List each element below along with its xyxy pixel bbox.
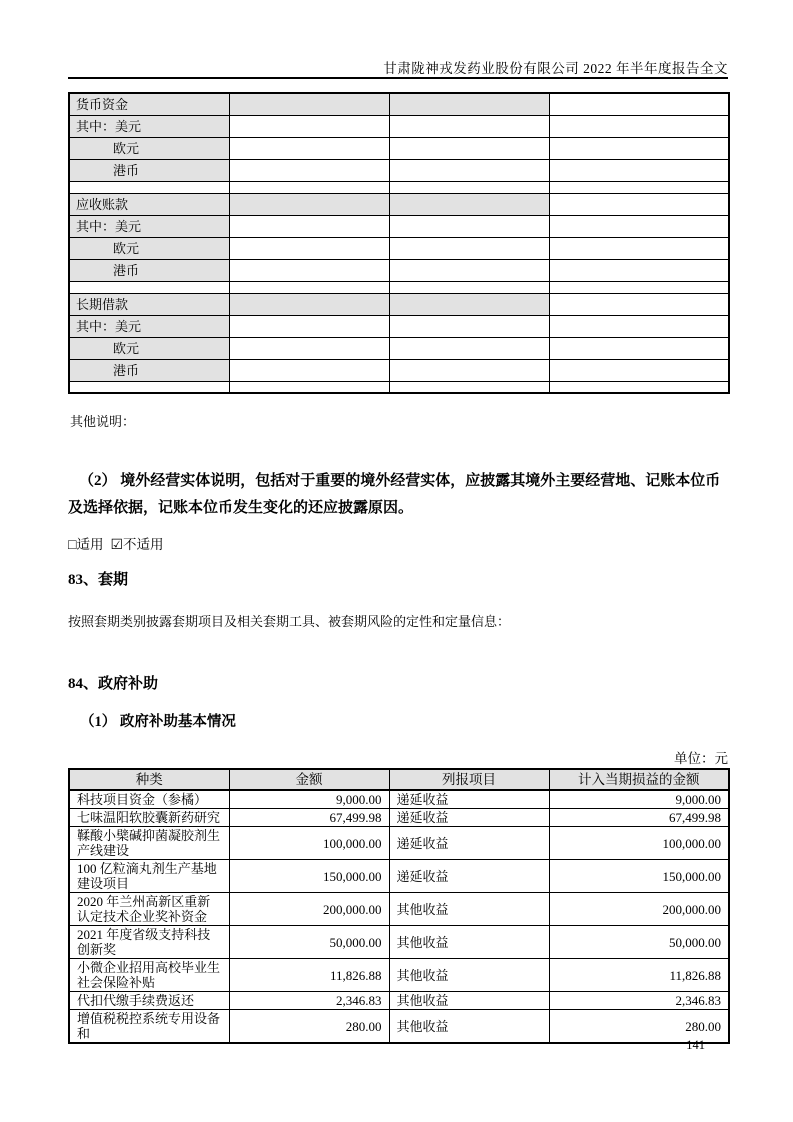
empty-cell [549, 359, 729, 381]
table-row [69, 790, 729, 809]
foreign-currency-table [68, 92, 730, 394]
category-cell: 2020 年兰州高新区重新认定技术企业奖补资金 [69, 893, 229, 926]
empty-cell [549, 281, 729, 293]
empty-cell [229, 237, 389, 259]
empty-cell [389, 193, 549, 215]
overseas-entity-note: （2） 境外经营实体说明，包括对于重要的境外经营实体，应披露其境外主要经营地、记账本位币及选择依据，记账本位币发生变化的还应披露原因。 [68, 473, 721, 516]
page-number: 141 [686, 1038, 705, 1052]
category-cell: 鞣酸小檗碱抑菌凝胶剂生产线建设 [69, 827, 229, 860]
row-label-cell: 其中：美元 [69, 315, 229, 337]
current-amount-cell: 11,826.88 [549, 959, 729, 992]
table-row [69, 860, 729, 893]
amount-cell: 100,000.00 [229, 827, 389, 860]
item-cell: 递延收益 [389, 790, 549, 809]
spacer-row [69, 181, 729, 193]
empty-cell [389, 293, 549, 315]
empty-cell [229, 381, 389, 393]
table-row [69, 337, 729, 359]
empty-cell [229, 293, 389, 315]
amount-cell: 200,000.00 [229, 893, 389, 926]
row-label-cell: 欧元 [69, 337, 229, 359]
not-applicable-label: 不适用 [123, 537, 164, 552]
amount-cell: 11,826.88 [229, 959, 389, 992]
item-cell: 递延收益 [389, 809, 549, 827]
empty-cell [389, 159, 549, 181]
header-rule [68, 77, 728, 79]
empty-cell [389, 381, 549, 393]
table-row [69, 992, 729, 1010]
table-row [69, 93, 729, 115]
empty-cell [389, 359, 549, 381]
table-row [69, 359, 729, 381]
empty-cell [549, 337, 729, 359]
table-row [69, 193, 729, 215]
current-amount-cell: 9,000.00 [549, 790, 729, 809]
empty-cell [389, 215, 549, 237]
row-label-cell: 港币 [69, 359, 229, 381]
empty-cell [69, 281, 229, 293]
item-cell: 其他收益 [389, 926, 549, 959]
column-header-item: 列报项目 [389, 769, 549, 790]
row-label-cell: 其中：美元 [69, 215, 229, 237]
empty-cell [549, 181, 729, 193]
table-row [69, 1010, 729, 1044]
applicable-label: 适用 [76, 537, 104, 552]
empty-cell [69, 181, 229, 193]
table-row [69, 159, 729, 181]
empty-cell [229, 181, 389, 193]
government-subsidy-table [68, 768, 730, 1044]
current-amount-cell: 280.00 [549, 1010, 729, 1044]
empty-cell [549, 315, 729, 337]
current-amount-cell: 150,000.00 [549, 860, 729, 893]
empty-cell [229, 159, 389, 181]
other-notes-label: 其他说明： [70, 414, 136, 429]
empty-cell [549, 115, 729, 137]
current-amount-cell: 100,000.00 [549, 827, 729, 860]
empty-cell [389, 259, 549, 281]
table-row [69, 237, 729, 259]
item-cell: 其他收益 [389, 1010, 549, 1044]
document-header-title: 甘肃陇神戎发药业股份有限公司 2022 年半年度报告全文 [383, 61, 728, 76]
empty-cell [229, 115, 389, 137]
column-header-category: 种类 [69, 769, 229, 790]
spacer-row [69, 381, 729, 393]
item-cell: 递延收益 [389, 827, 549, 860]
empty-cell [389, 315, 549, 337]
current-amount-cell: 50,000.00 [549, 926, 729, 959]
empty-cell [229, 337, 389, 359]
empty-cell [549, 193, 729, 215]
amount-cell: 9,000.00 [229, 790, 389, 809]
table-row [69, 137, 729, 159]
table-row [69, 827, 729, 860]
category-cell: 七味温阳软胶囊新药研究 [69, 809, 229, 827]
empty-cell [229, 137, 389, 159]
row-label-cell: 欧元 [69, 237, 229, 259]
table-row [69, 259, 729, 281]
hedge-description: 按照套期类别披露套期项目及相关套期工具、被套期风险的定性和定量信息： [68, 614, 511, 629]
unit-label: 单位：元 [674, 751, 728, 766]
empty-cell [549, 159, 729, 181]
category-cell: 科技项目资金（参橘） [69, 790, 229, 809]
category-cell: 100 亿粒滴丸剂生产基地建设项目 [69, 860, 229, 893]
item-cell: 其他收益 [389, 959, 549, 992]
amount-cell: 150,000.00 [229, 860, 389, 893]
empty-cell [549, 237, 729, 259]
empty-cell [389, 115, 549, 137]
empty-cell [389, 237, 549, 259]
table-row [69, 315, 729, 337]
empty-cell [549, 137, 729, 159]
amount-cell: 280.00 [229, 1010, 389, 1044]
row-label-cell: 长期借款 [69, 293, 229, 315]
empty-cell [229, 193, 389, 215]
empty-cell [389, 281, 549, 293]
table-row [69, 926, 729, 959]
column-header-amount: 金额 [229, 769, 389, 790]
item-cell: 递延收益 [389, 860, 549, 893]
row-label-cell: 其中：美元 [69, 115, 229, 137]
current-amount-cell: 200,000.00 [549, 893, 729, 926]
empty-cell [549, 293, 729, 315]
applicable-checkbox-icon: □ [68, 538, 77, 553]
not-applicable-checkbox-icon: ☑ [110, 538, 124, 553]
applicability-row [68, 533, 164, 554]
item-cell: 其他收益 [389, 893, 549, 926]
empty-cell [229, 315, 389, 337]
category-cell: 2021 年度省级支持科技创新奖 [69, 926, 229, 959]
row-label-cell: 港币 [69, 159, 229, 181]
empty-cell [229, 281, 389, 293]
amount-cell: 50,000.00 [229, 926, 389, 959]
empty-cell [229, 359, 389, 381]
empty-cell [389, 181, 549, 193]
category-cell: 小微企业招用高校毕业生社会保险补贴 [69, 959, 229, 992]
header-row [69, 769, 729, 790]
empty-cell [549, 259, 729, 281]
empty-cell [229, 93, 389, 115]
spacer-row [69, 281, 729, 293]
empty-cell [229, 259, 389, 281]
item-cell: 其他收益 [389, 992, 549, 1010]
column-header-current-amount: 计入当期损益的金额 [549, 769, 729, 790]
current-amount-cell: 67,499.98 [549, 809, 729, 827]
table-row [69, 215, 729, 237]
current-amount-cell: 2,346.83 [549, 992, 729, 1010]
amount-cell: 67,499.98 [229, 809, 389, 827]
empty-cell [229, 215, 389, 237]
empty-cell [549, 215, 729, 237]
empty-cell [549, 93, 729, 115]
empty-cell [69, 381, 229, 393]
empty-cell [549, 381, 729, 393]
section-84-heading: 84、政府补助 [68, 676, 159, 692]
empty-cell [389, 93, 549, 115]
table-row [69, 959, 729, 992]
table-row [69, 809, 729, 827]
amount-cell: 2,346.83 [229, 992, 389, 1010]
row-label-cell: 应收账款 [69, 193, 229, 215]
empty-cell [389, 137, 549, 159]
row-label-cell: 欧元 [69, 137, 229, 159]
category-cell: 增值税税控系统专用设备和 [69, 1010, 229, 1044]
section-84-1-heading: （1） 政府补助基本情况 [80, 714, 236, 730]
table-row [69, 893, 729, 926]
row-label-cell: 港币 [69, 259, 229, 281]
category-cell: 代扣代缴手续费返还 [69, 992, 229, 1010]
empty-cell [389, 337, 549, 359]
table-row [69, 115, 729, 137]
row-label-cell: 货币资金 [69, 93, 229, 115]
table-row [69, 293, 729, 315]
section-83-heading: 83、套期 [68, 572, 129, 588]
